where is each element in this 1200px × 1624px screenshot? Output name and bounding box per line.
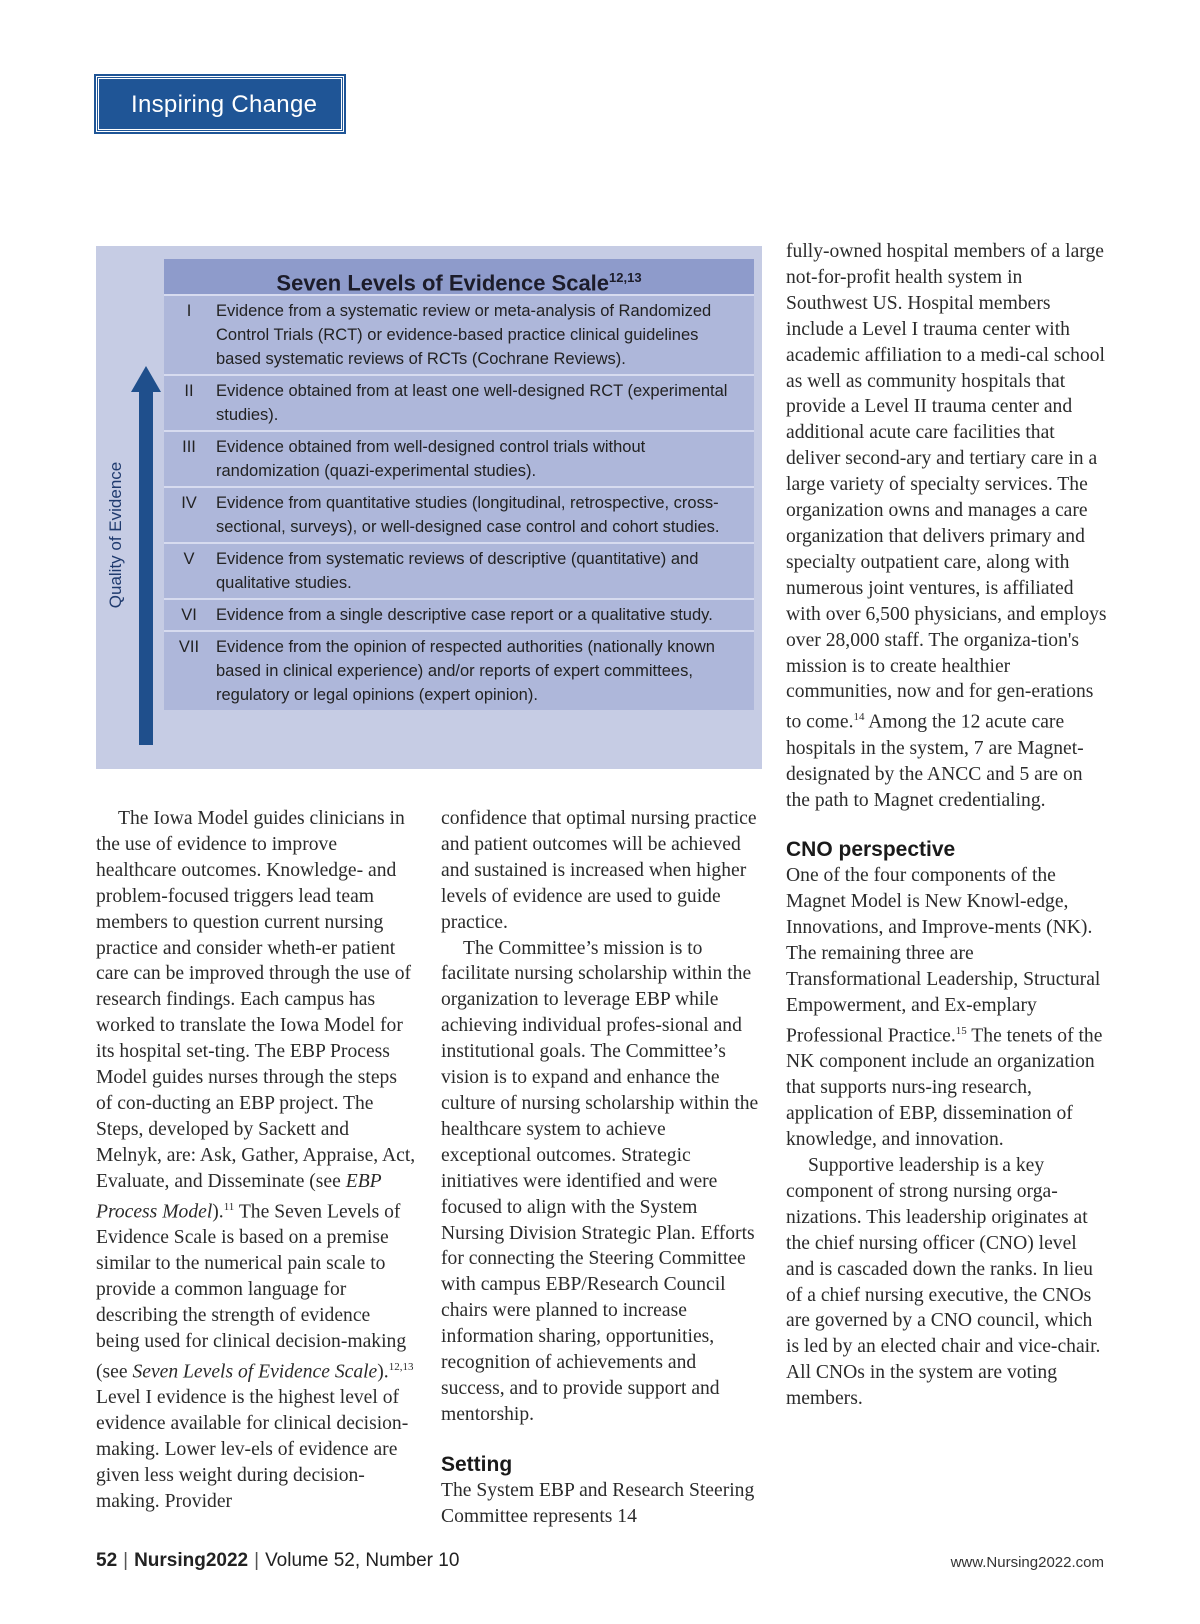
article-paragraph: The System EBP and Research Steering Committee represents 14 xyxy=(441,1479,755,1527)
footer-divider: | xyxy=(254,1550,260,1571)
evidence-level-text: Evidence from the opinion of respected authorities (nationally known based in clinical experience) and/or reports of expert committees, regulatory or legal opinions (expert opinion). xyxy=(216,638,715,704)
citation-ref: 11 xyxy=(223,1200,235,1213)
page-number: 52 xyxy=(96,1550,118,1571)
evidence-level-row xyxy=(164,598,754,630)
article-paragraph: fully-owned hospital members of a large not-for-profit health system in Southwest US. Hospital members include a Level I trauma center with academic affiliation to a medi-cal school as well as community hospitals that provide a Level II trauma center and additional acute care facilities that deliver second-ary and tertiary care in a large variety of specialty services. The organization owns and manages a care organization that delivers primary and specialty outpatient care, along with numerous joint ventures, is affiliated with over 6,500 physicians, and employs over 28,000 staff. The organiza-tion's mission is to create healthier communities, now and for gen-erations to come.$^{14}$ Among the 12 acute care hospitals in the system, 7 are Magnet-designated by the ANCC and 5 are on the path to Magnet credentialing. xyxy=(786,241,1107,811)
article-column-2 xyxy=(441,806,759,1530)
article-paragraph: The Iowa Model guides clinicians in the use of evidence to improve healthcare outcomes. Knowledge- and problem-focused triggers lead team members to question current nursing practice and consider wheth-er patient care can be improved through the use of research findings. Each campus has worked to translate the Iowa Model for its hospital set-ting. The EBP Process Model guides nurses through the steps of con-ducting an EBP project. The Steps, developed by Sackett and Melnyk, are: Ask, Gather, Appraise, Act, Evaluate, and Disseminate (see EBP Process Model).$^{11}$ The Seven Levels of Evidence Scale is based on a premise similar to the numerical pain scale to provide a common language for describing the strength of evidence being used for clinical decision-making (see Seven Levels of Evidence Scale).$^{12,13}$ Level I evidence is the highest level of evidence available for clinical decision-making. Lower lev-els of evidence are given less weight during decision-making. Provider xyxy=(96,808,416,1512)
footer-divider: | xyxy=(123,1550,129,1571)
evidence-level-text: Evidence from a single descriptive case report or a qualitative study. xyxy=(216,606,713,624)
journal-url: www.Nursing2022.com xyxy=(950,1554,1104,1571)
page-footer xyxy=(96,1550,459,1572)
evidence-scale-title: Seven Levels of Evidence Scale$^{12,13}$ xyxy=(164,259,754,294)
journal-name: Nursing2022 xyxy=(134,1550,249,1571)
evidence-level-number: III xyxy=(182,438,196,456)
quality-arrow-shaft xyxy=(139,390,153,745)
evidence-level-number: II xyxy=(184,382,194,400)
evidence-scale-table xyxy=(164,259,754,710)
article-paragraph: One of the four components of the Magnet Model is New Knowl-edge, Innovations, and Improve-ments (NK). The remaining three are Transformational Leadership, Structural Empowerment, and Ex-emplary Professional Practice.$^{15}$ The tenets of the NK component include an organization that supports nurs-ing research, application of EBP, dissemination of knowledge, and innovation. xyxy=(786,865,1103,1151)
evidence-level-row xyxy=(164,630,754,710)
article-paragraph: confidence that optimal nursing practice and patient outcomes will be achieved and sustained is increased when higher levels of evidence are used to guide practice. xyxy=(441,808,757,933)
arrow-up-icon xyxy=(131,366,161,392)
citation-ref: 15 xyxy=(955,1024,967,1037)
evidence-level-number: IV xyxy=(181,494,197,512)
evidence-level-row xyxy=(164,294,754,374)
evidence-level-row xyxy=(164,486,754,542)
evidence-level-row xyxy=(164,542,754,598)
evidence-level-text: Evidence from a systematic review or meta-analysis of Randomized Control Trials (RCT) or evidence-based practice clinical guidelines based systematic reviews of RCTs (Cochrane Reviews). xyxy=(216,302,712,368)
evidence-level-row xyxy=(164,430,754,486)
quality-axis-label: Quality of Evidence xyxy=(106,461,125,609)
citation-ref: 12,13 xyxy=(388,1360,414,1373)
evidence-level-text: Evidence from systematic reviews of descriptive (quantitative) and qualitative studies. xyxy=(216,550,699,592)
article-column-3 xyxy=(786,239,1108,1412)
evidence-level-row xyxy=(164,374,754,430)
evidence-level-text: Evidence from quantitative studies (longitudinal, retrospective, cross-sectional, surveys), or well-designed case control and cohort studies. xyxy=(216,494,720,536)
evidence-level-number: I xyxy=(186,302,192,320)
article-paragraph: The Committee’s mission is to facilitate nursing scholarship within the organization to leverage EBP while achieving individual profes-sional and institutional goals. The Committee’s vision is to expand and enhance the culture of nursing scholarship within the healthcare system to achieve exceptional outcomes. Strategic initiatives were identified and were focused to align with the System Nursing Division Strategic Plan. Efforts for connecting the Steering Committee with campus EBP/Research Council chairs were planned to increase information sharing, opportunities, recognition of achievements and success, and to provide support and mentorship. xyxy=(441,937,759,1425)
section-heading-cno-perspective: CNO perspective xyxy=(786,838,956,862)
section-tag: Inspiring Change xyxy=(96,76,344,132)
issue-info: Volume 52, Number 10 xyxy=(265,1550,460,1571)
article-paragraph: Supportive leadership is a key component of strong nursing orga-nizations. This leadership originates at the chief nursing officer (CNO) level and is cascaded down the ranks. In lieu of a chief nursing executive, the CNOs are governed by a CNO council, which is led by an elected chair and vice-chair. All CNOs in the system are voting members. xyxy=(786,1154,1101,1410)
evidence-level-number: VII xyxy=(178,638,200,656)
section-heading-setting: Setting xyxy=(441,1452,513,1476)
evidence-level-number: VI xyxy=(181,606,197,624)
evidence-level-text: Evidence obtained from at least one well-designed RCT (experimental studies). xyxy=(216,382,728,424)
evidence-level-number: V xyxy=(183,550,195,568)
citation-ref: 14 xyxy=(853,711,865,724)
article-column-1 xyxy=(96,806,416,1515)
evidence-level-text: Evidence obtained from well-designed control trials without randomization (quazi-experimental studies). xyxy=(216,438,646,480)
